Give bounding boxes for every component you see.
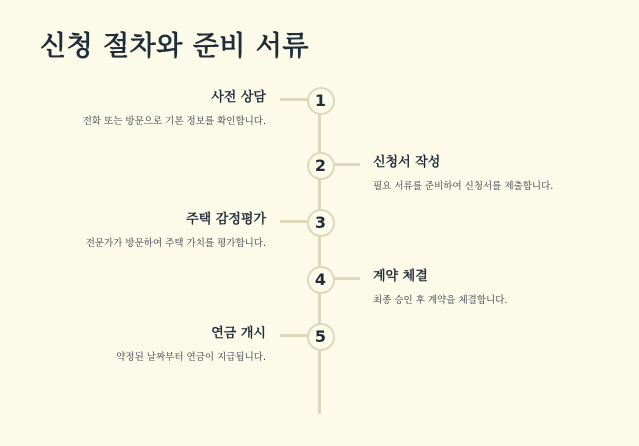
step-item <box>26 90 266 128</box>
step-number-badge: 5 <box>307 323 335 351</box>
step-description: 약정된 날짜부터 연금이 지급됩니다. <box>116 352 266 363</box>
step-number-badge: 4 <box>307 266 335 294</box>
step-title: 연금 개시 <box>211 326 266 341</box>
step-item <box>26 326 266 364</box>
step-description: 필요 서류를 준비하여 신청서를 제출합니다. <box>373 181 554 192</box>
step-title: 신청서 작성 <box>373 155 441 170</box>
step-item <box>26 212 266 250</box>
timeline-line <box>318 96 321 414</box>
step-description: 전화 또는 방문으로 기본 정보를 확인합니다. <box>82 116 266 127</box>
step-item <box>373 269 613 307</box>
step-description: 전문가가 방문하여 주택 가치를 평가합니다. <box>85 238 266 249</box>
step-title: 주택 감정평가 <box>186 212 266 227</box>
step-description: 최종 승인 후 계약을 체결합니다. <box>373 295 508 306</box>
step-number-badge: 1 <box>307 87 335 115</box>
step-item <box>373 155 613 193</box>
step-title: 사전 상담 <box>211 90 266 105</box>
step-number-badge: 2 <box>307 152 335 180</box>
page-title: 신청 절차와 준비 서류 <box>40 31 309 62</box>
step-title: 계약 체결 <box>373 269 428 284</box>
step-number-badge: 3 <box>307 209 335 237</box>
